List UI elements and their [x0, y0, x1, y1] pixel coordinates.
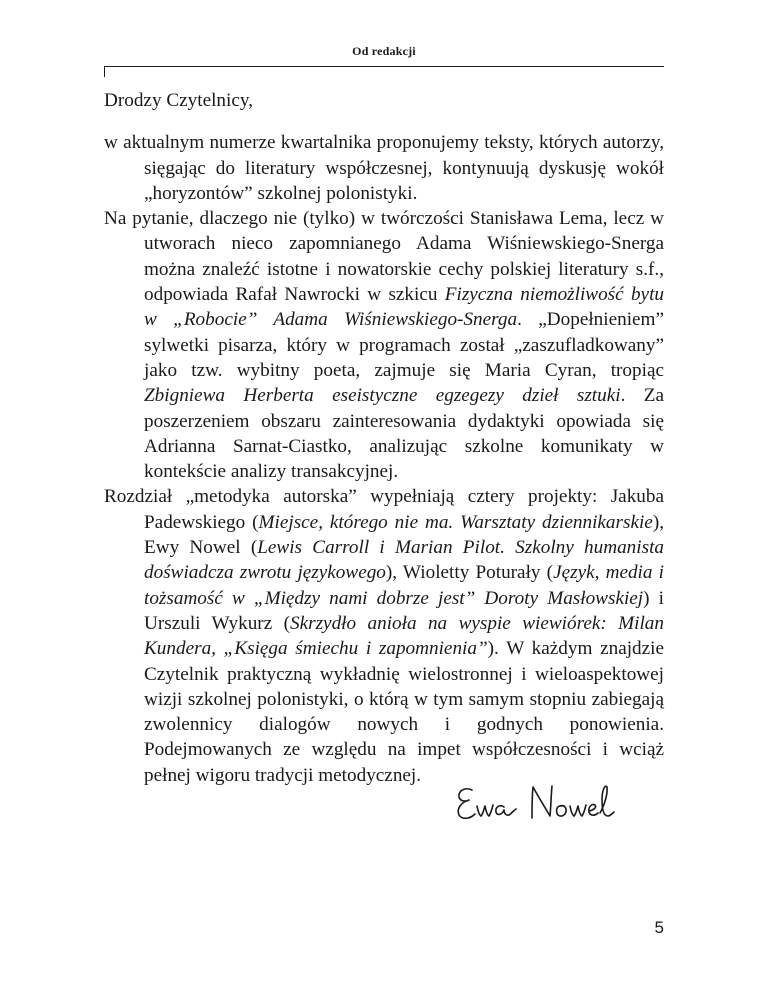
- article-title-nawrocki: Fizyczna niemożliwość bytu w „Robocie” Adama Wiśniewskiego-Snerga: [144, 284, 664, 331]
- article-title-cyran: Zbigniewa Herberta eseistyczne egzegezy dzieł sztuki: [144, 385, 621, 407]
- project-title-wykurz: Skrzydło anioła na wyspie wiewiórek: Milan Kundera, „Księga śmiechu i zapomnienia”: [144, 612, 664, 660]
- project-title-padewski: Miejsce, którego nie ma. Warsztaty dziennikarskie: [258, 511, 653, 533]
- editorial-letter: [104, 88, 664, 788]
- header-rule-tick: [104, 66, 105, 77]
- paragraph-projects-text-2: ), Ewy Nowel (: [144, 511, 664, 559]
- paragraph-projects-text-4: ) i Urszuli Wykurz (: [144, 587, 664, 634]
- running-head-title: Od redakcji: [352, 44, 416, 58]
- project-title-poturala: Język, media i tożsamość w „Między nami dobrze jest” Doroty Masłowskiej: [144, 562, 664, 609]
- paragraph-articles: [104, 206, 664, 484]
- paragraph-intro-text: w aktualnym numerze kwartalnika proponujemy teksty, których autorzy, sięgając do literatury współczesnej, kontynuują dyskusję wokół „horyzontów” szkolnej polonistyki.: [104, 132, 664, 204]
- paragraph-projects-text-5: ). W każdym znajdzie Czytelnik praktyczną wykładnię wielostronnej i wieloaspektowej wizji szkolnej polonistyki, o którą w tym samym stopniu zabiegają zwolennicy dialogów nowych i godnych ponowienia. Podejmowanych ze względu na impet współczesności i wciąż pełnej wigoru tradycji metodycznej.: [144, 638, 664, 786]
- header-rule: [104, 66, 664, 67]
- paragraph-projects: [104, 484, 664, 788]
- handwritten-signature: [452, 778, 620, 828]
- paragraph-articles-text-2: . „Dopełnieniem” sylwetki pisarza, który w programach został „zaszufladkowany” jako tzw. wybitny poeta, zajmuje się Maria Cyran, tropiąc: [144, 309, 664, 381]
- salutation: Drodzy Czytelnicy,: [104, 90, 254, 111]
- page-number: 5: [654, 918, 664, 937]
- paragraph-projects-text-1: Rozdział „metodyka autorska” wypełniają cztery projekty: Jakuba Padewskiego (: [104, 486, 664, 533]
- paragraph-projects-text-3: ), Wioletty Poturały (: [385, 562, 554, 584]
- project-title-nowel: Lewis Carroll i Marian Pilot. Szkolny humanista doświadcza zwrotu językowego: [144, 537, 664, 584]
- paragraph-articles-text-3: . Za poszerzeniem obszaru zainteresowania dydaktyki opowiada się Adrianna Sarnat-Ciastko, analizując szkolne komunikaty w kontekście analizy transakcyjnej.: [144, 385, 664, 483]
- paragraph-articles-text-1: Na pytanie, dlaczego nie (tylko) w twórczości Stanisława Lema, lecz w utworach nieco zapomnianego Adama Wiśniewskiego-Snerga można znaleźć istotne i nowatorskie cechy polskiej literatury s.f., odpowiada Rafał Nawrocki w szkicu: [104, 208, 664, 306]
- paragraph-intro: [104, 130, 664, 206]
